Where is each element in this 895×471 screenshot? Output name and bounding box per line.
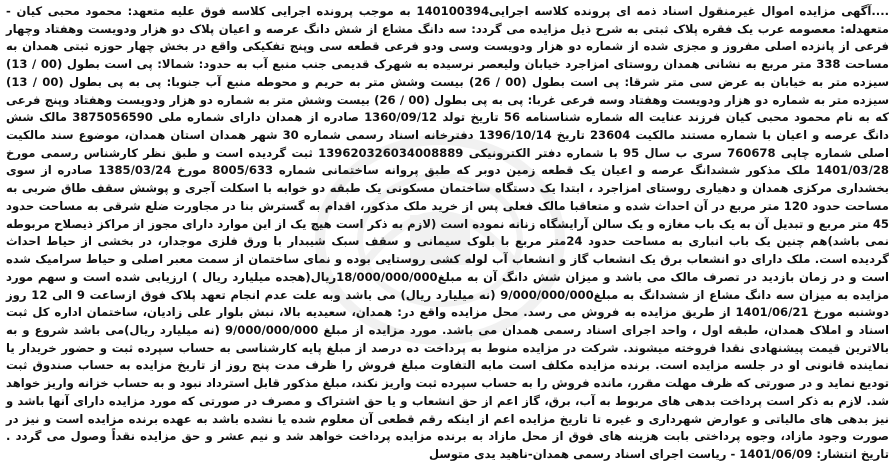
auction-notice-text: ....آگهی مزایده اموال غیرمنقول اسناد ذمه ای پرونده کلاسه اجرایی140100394 به موجب پرونده اجرایی کلاسه فوق علیه متعهد: محمود محبی کیان - متعهدله: معصومه عرب یک فقره پلاک ثبتی به شرح ذیل مزایده می گردد: سه دانگ مشاع از شش دانگ عرصه و اعیان پلاک دو هزار ودویست وهفتاد وچهار فرعی از پانزده اصلی مفروز و مجزی شده از شماره دو هزار ودویست وسی ودو فرعی قطعه سی وپنج تفکیکی واقع در بخش چهار حوزه ثبتی همدان به مساحت 338 متر مربع به نشانی همدان روستای امزاجرد خیابان ولیعصر نرسیده به شهرک قدیمی جنب منبع آب به حدود: شمالا: پی است بطول (00 / 13) سیزده متر به خیابان به عرض سی متر شرقا: پی است بطول (00 / 26) بیست وشش متر به حریم و محوطه منبع آب جنوبا: پی به پی بطول (00 / 13) سیزده متر به شماره دو هزار ودویست وهفتاد وسه فرعی غربا: پی به پی بطول (00 / 26) بیست وشش متر به شماره دو هزار ودویست وهفتاد وپنج فرعی که به نام محمود محبی کیان فرزند عنایت اله شماره شناسنامه 56 تاریخ تولد 1360/09/12 صادره از همدان دارای شماره ملی 3875056590 مالک شش دانگ عرصه و اعیان با شماره مستند مالکیت 23604 تاریخ 1396/10/14 دفترخانه اسناد رسمی شماره 30 شهر همدان استان همدان، موضوع سند مالکیت اصلی شماره چاپی 760678 سری ب سال 95 با شماره دفتر الکترونیکی 139620326034008889 ثبت گردیده است و طبق نظر کارشناس رسمی مورخ 1401/03/28 ملک مذکور ششدانگ عرصه و اعیان یک قطعه زمین دوبر که طبق پروانه ساختمانی شماره 8005/633 مورخ 1385/03/24 صادره از سوی بخشداری مرکزی همدان و دهیاری روستای امزاجرد ، ابتدا یک دستگاه ساختمان مسکونی یک طبقه دو خوابه با اسکلت آجری و پوشش سقف طاق ضربی به مساحت حدود 120 متر مربع در آن احداث شده و متعاقبا مالک فعلی پس از خرید ملک مذکور، اقدام به گسترش بنا در مجاورت ضلع شرقی به مساحت حدود 45 متر مربع و تبدیل آن به یک باب مغازه و یک سالن آرایشگاه زنانه نموده است (لازم به ذکر است هیچ یک از این موارد دارای مجوز از مراکز ذیصلاح مربوطه نمی باشد)هم چنین یک باب انباری به مساحت حدود 24متر مربع با بلوک سیمانی و سقف سبک شیبدار با ورق فلزی موجدار، در بخشی از حیاط احداث گردیده است. ملک دارای دو انشعاب برق یک انشعاب گاز و انشعاب آب لوله کشی روستایی بوده و نمای ساختمان از سمت معبر اصلی و حیاط سرامیک شده است و در زمان بازدید در تصرف مالک می باشد و میزان شش دانگ آن به مبلغ18/000/000/000ریال(هجده میلیارد ریال ) ارزیابی شده است و سهم مورد مزایده به میزان سه دانگ مشاع از ششدانگ به مبلغ9/000/000/000 (نه میلیارد ریال) می باشد وبه علت عدم انجام تعهد پلاک فوق ازساعت 9 الی 12 روز دوشنبه مورخ 1401/06/21 از طریق مزایده به فروش می رسد. محل مزایده واقع در: همدان، سعیدیه بالا، نبش بلوار علی زادیان، ساختمان اداره کل ثبت اسناد و املاک همدان، طبقه اول ، واحد اجرای اسناد رسمی همدان می باشد. مورد مزایده از مبلغ 9/000/000/000 (نه میلیارد ریال)می باشد شروع و به بالاترین قیمت پیشنهادی نقدا فروخته میشوند. شرکت در مزایده منوط به پرداخت ده درصد از مبلغ پایه کارشناسی به حساب سپرده ثبت و حضور خریدار یا نماینده قانونی او در جلسه مزایده است. برنده مزایده مکلف است مابه التفاوت مبلغ فروش را ظرف مدت پنج روز از تاریخ مزایده به حساب صندوق ثبت تودیع نماید و در صورتی که ظرف مهلت مقرر، مانده فروش را به حساب سپرده ثبت واریز نکند، مبلغ مذکور قابل استرداد نبود و به حساب خزانه واریز خواهد شد. لازم به ذکر است پرداخت بدهی های مربوط به آب، برق، گاز اعم از حق انشعاب و یا حق اشتراک و مصرف در صورتی که مورد مزایده دارای آنها باشد و نیز بدهی های مالیاتی و عوارض شهرداری و غیره تا تاریخ مزایده اعم از اینکه رقم قطعی آن معلوم شده یا نشده باشد به عهده برنده مزایده است و نیز در صورت وجود مازاد، وجوه پرداختی بابت هزینه های فوق از محل مازاد به برنده مزایده پرداخت خواهد شد و نیم عشر و حق مزایده نقداً وصول می گردد . تاریخ انتشار: 1401/06/09 - ریاست اجرای اسناد رسمی همدان-ناهید یدی متوسل	[6, 4, 890, 461]
